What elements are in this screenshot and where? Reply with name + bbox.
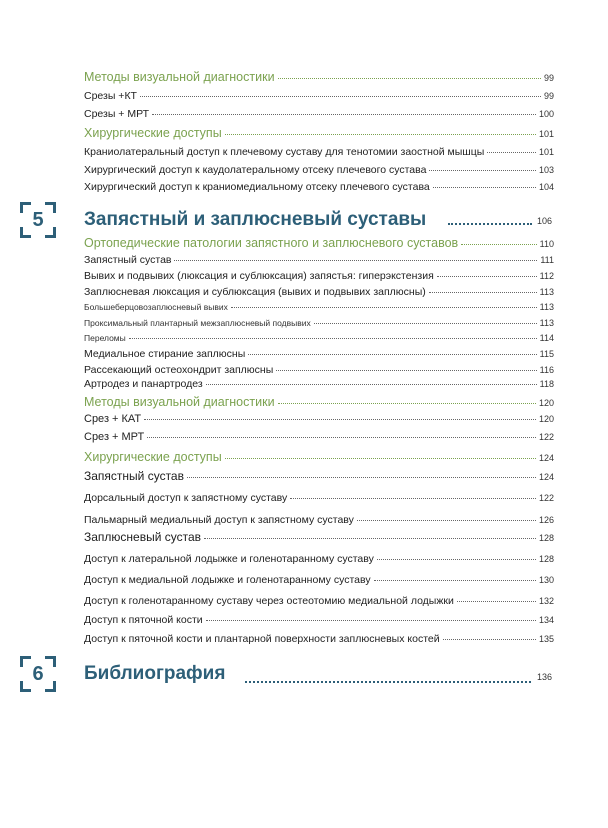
- toc-entry[interactable]: [84, 236, 554, 250]
- toc-entry[interactable]: [84, 270, 554, 282]
- leader-dots: [278, 77, 541, 79]
- toc-entry[interactable]: [84, 633, 554, 645]
- toc-entry-label: Запястный сустав: [84, 469, 184, 483]
- toc-entry-page: 126: [538, 515, 554, 525]
- chapter-title: Библиография: [84, 663, 226, 684]
- chapter-heading-5[interactable]: [20, 202, 426, 238]
- leader-dots: [187, 476, 536, 478]
- leader-dots: [487, 151, 536, 153]
- chapter-heading-6[interactable]: [20, 656, 225, 692]
- toc-entry[interactable]: [84, 492, 554, 504]
- toc-entry-label: Заплюсневый сустав: [84, 530, 202, 544]
- toc-entry[interactable]: [84, 108, 554, 120]
- toc-entry-page: 113: [539, 302, 554, 312]
- leader-dots: [377, 558, 536, 560]
- toc-entry-label: Медиальное стирание заплюсны: [84, 348, 246, 360]
- toc-entry-label: Доступ к латеральной лодыжке и голенотаранному суставу: [84, 553, 374, 565]
- toc-entry[interactable]: [84, 364, 554, 376]
- toc-entry-page: 122: [538, 432, 554, 442]
- toc-entry-page: 120: [538, 414, 554, 424]
- toc-entry[interactable]: [84, 595, 554, 607]
- leader-dots: [231, 306, 537, 308]
- toc-entry-page: 114: [539, 333, 554, 343]
- leader-dots: [457, 600, 536, 602]
- toc-entry-label: Методы визуальной диагностики: [84, 70, 275, 84]
- toc-entry-label: Хирургические доступы: [84, 450, 222, 464]
- toc-entry-page: 130: [538, 575, 554, 585]
- toc-entry-page: 100: [538, 109, 554, 119]
- toc-entry-label: Методы визуальной диагностики: [84, 395, 275, 409]
- leader-dots: [245, 680, 531, 683]
- toc-entry-page: 134: [538, 615, 554, 625]
- leader-dots: [314, 322, 537, 324]
- leader-dots: [278, 402, 536, 404]
- toc-entry-label: Хирургический доступ к каудолатеральному отсеку плечевого сустава: [84, 164, 427, 176]
- toc-entry-page: 113: [539, 287, 554, 297]
- leader-dots: [206, 619, 536, 621]
- toc-entry-label: Доступ к пяточной кости и плантарной поверхности заплюсневых костей: [84, 633, 440, 645]
- toc-entry-label: Доступ к голенотаранному суставу через остеотомию медиальной лодыжки: [84, 595, 454, 607]
- toc-entry[interactable]: [84, 574, 554, 586]
- toc-entry[interactable]: [84, 614, 554, 626]
- toc-entry-page: 99: [543, 73, 554, 83]
- leader-dots: [206, 383, 537, 385]
- toc-entry-label: Срезы + МРТ: [84, 108, 150, 120]
- toc-entry[interactable]: [84, 450, 554, 464]
- leader-dots: [129, 337, 537, 339]
- toc-entry-page: 115: [539, 349, 554, 359]
- toc-entry-page: 120: [538, 398, 554, 408]
- toc-entry[interactable]: [84, 378, 554, 390]
- toc-entry[interactable]: [84, 413, 554, 425]
- leader-dots: [429, 169, 536, 171]
- chapter-number-badge: [20, 202, 56, 238]
- toc-entry-label: Вывих и подвывих (люксация и сублюксация) запястья: гиперэкстензия: [84, 270, 434, 282]
- toc-entry[interactable]: [84, 286, 554, 298]
- leader-dots: [290, 497, 536, 499]
- toc-entry-label: Срезы +КТ: [84, 90, 137, 102]
- toc-entry[interactable]: [84, 70, 554, 84]
- toc-entry-page: 128: [538, 533, 554, 543]
- toc-entry[interactable]: [84, 348, 554, 360]
- toc-entry[interactable]: [84, 164, 554, 176]
- leader-dots: [204, 537, 536, 539]
- toc-entry[interactable]: [84, 469, 554, 483]
- leader-dots: [152, 113, 536, 115]
- toc-entry-label: Артродез и панартродез: [84, 378, 203, 390]
- toc-entry-page: 118: [539, 379, 554, 389]
- toc-entry-label: Доступ к пяточной кости: [84, 614, 203, 626]
- toc-entry-page: 99: [543, 91, 554, 101]
- toc-entry-label: Проксимальный плантарный межзаплюсневый подвывих: [84, 318, 311, 328]
- toc-entry[interactable]: [84, 254, 554, 266]
- toc-entry-label: Дорсальный доступ к запястному суставу: [84, 492, 288, 504]
- toc-entry-page: 101: [538, 147, 554, 157]
- toc-entry-label: Доступ к медиальной лодыжке и голенотаранному суставу: [84, 574, 371, 586]
- toc-entry[interactable]: [84, 333, 554, 343]
- toc-entry-label: Краниолатеральный доступ к плечевому суставу для тенотомии заостной мышцы: [84, 146, 485, 158]
- leader-dots: [433, 186, 536, 188]
- chapter-page: 106: [537, 216, 553, 226]
- leader-dots: [140, 95, 541, 97]
- toc-entry-page: 132: [538, 596, 554, 606]
- chapter-number-badge: [20, 656, 56, 692]
- toc-entry[interactable]: [84, 181, 554, 193]
- toc-entry[interactable]: [84, 146, 554, 158]
- toc-entry-page: 124: [538, 472, 554, 482]
- toc-entry-label: Заплюсневая люксация и сублюксация (вывих и подвывих заплюсны): [84, 286, 426, 298]
- leader-dots: [248, 353, 536, 355]
- toc-entry-label: Пальмарный медиальный доступ к запястному суставу: [84, 514, 354, 526]
- leader-dots: [461, 243, 536, 245]
- toc-entry[interactable]: [84, 90, 554, 102]
- chapter-number: 6: [32, 662, 44, 685]
- toc-entry-page: 112: [539, 271, 554, 281]
- leader-dots: [225, 133, 536, 135]
- leader-dots: [374, 579, 536, 581]
- toc-entry-page: 128: [538, 554, 554, 564]
- toc-entry-label: Срез + МРТ: [84, 431, 145, 443]
- toc-entry-label: Переломы: [84, 333, 126, 343]
- toc-entry[interactable]: [84, 126, 554, 140]
- leader-dots: [448, 222, 532, 225]
- toc-entry[interactable]: [84, 530, 554, 544]
- toc-entry-page: 104: [538, 182, 554, 192]
- chapter-title: Запястный и заплюсневый суставы: [84, 209, 427, 230]
- leader-dots: [144, 418, 536, 420]
- toc-entry[interactable]: [84, 395, 554, 409]
- toc-entry-page: 103: [538, 165, 554, 175]
- toc-entry-label: Запястный сустав: [84, 254, 172, 266]
- toc-entry-page: 113: [539, 318, 554, 328]
- leader-dots: [225, 457, 536, 459]
- leader-dots: [429, 291, 537, 293]
- toc-entry-label: Срез + КАТ: [84, 413, 142, 425]
- toc-entry[interactable]: [84, 514, 554, 526]
- chapter-page: 136: [537, 672, 553, 682]
- toc-entry[interactable]: [84, 302, 554, 312]
- toc-entry[interactable]: [84, 553, 554, 565]
- toc-entry-label: Хирургический доступ к краниомедиальному отсеку плечевого сустава: [84, 181, 430, 193]
- leader-dots: [147, 436, 536, 438]
- toc-entry-page: 135: [538, 634, 554, 644]
- leader-dots: [443, 638, 536, 640]
- toc-entry-page: 124: [538, 453, 554, 463]
- chapter-number: 5: [32, 208, 44, 231]
- toc-entry-page: 111: [540, 255, 554, 265]
- leader-dots: [437, 275, 537, 277]
- toc-entry-label: Рассекающий остеохондрит заплюсны: [84, 364, 274, 376]
- toc-entry-page: 116: [539, 365, 554, 375]
- toc-entry-page: 110: [539, 239, 554, 249]
- leader-dots: [276, 369, 536, 371]
- toc-entry[interactable]: [84, 431, 554, 443]
- toc-entry-page: 101: [538, 129, 554, 139]
- toc-entry-label: Ортопедические патологии запястного и заплюсневого суставов: [84, 236, 459, 250]
- toc-entry-label: Большеберцовозаплюсневый вывих: [84, 302, 228, 312]
- leader-dots: [174, 259, 537, 261]
- leader-dots: [357, 519, 536, 521]
- toc-entry-page: 122: [538, 493, 554, 503]
- toc-entry-label: Хирургические доступы: [84, 126, 222, 140]
- toc-entry[interactable]: [84, 318, 554, 328]
